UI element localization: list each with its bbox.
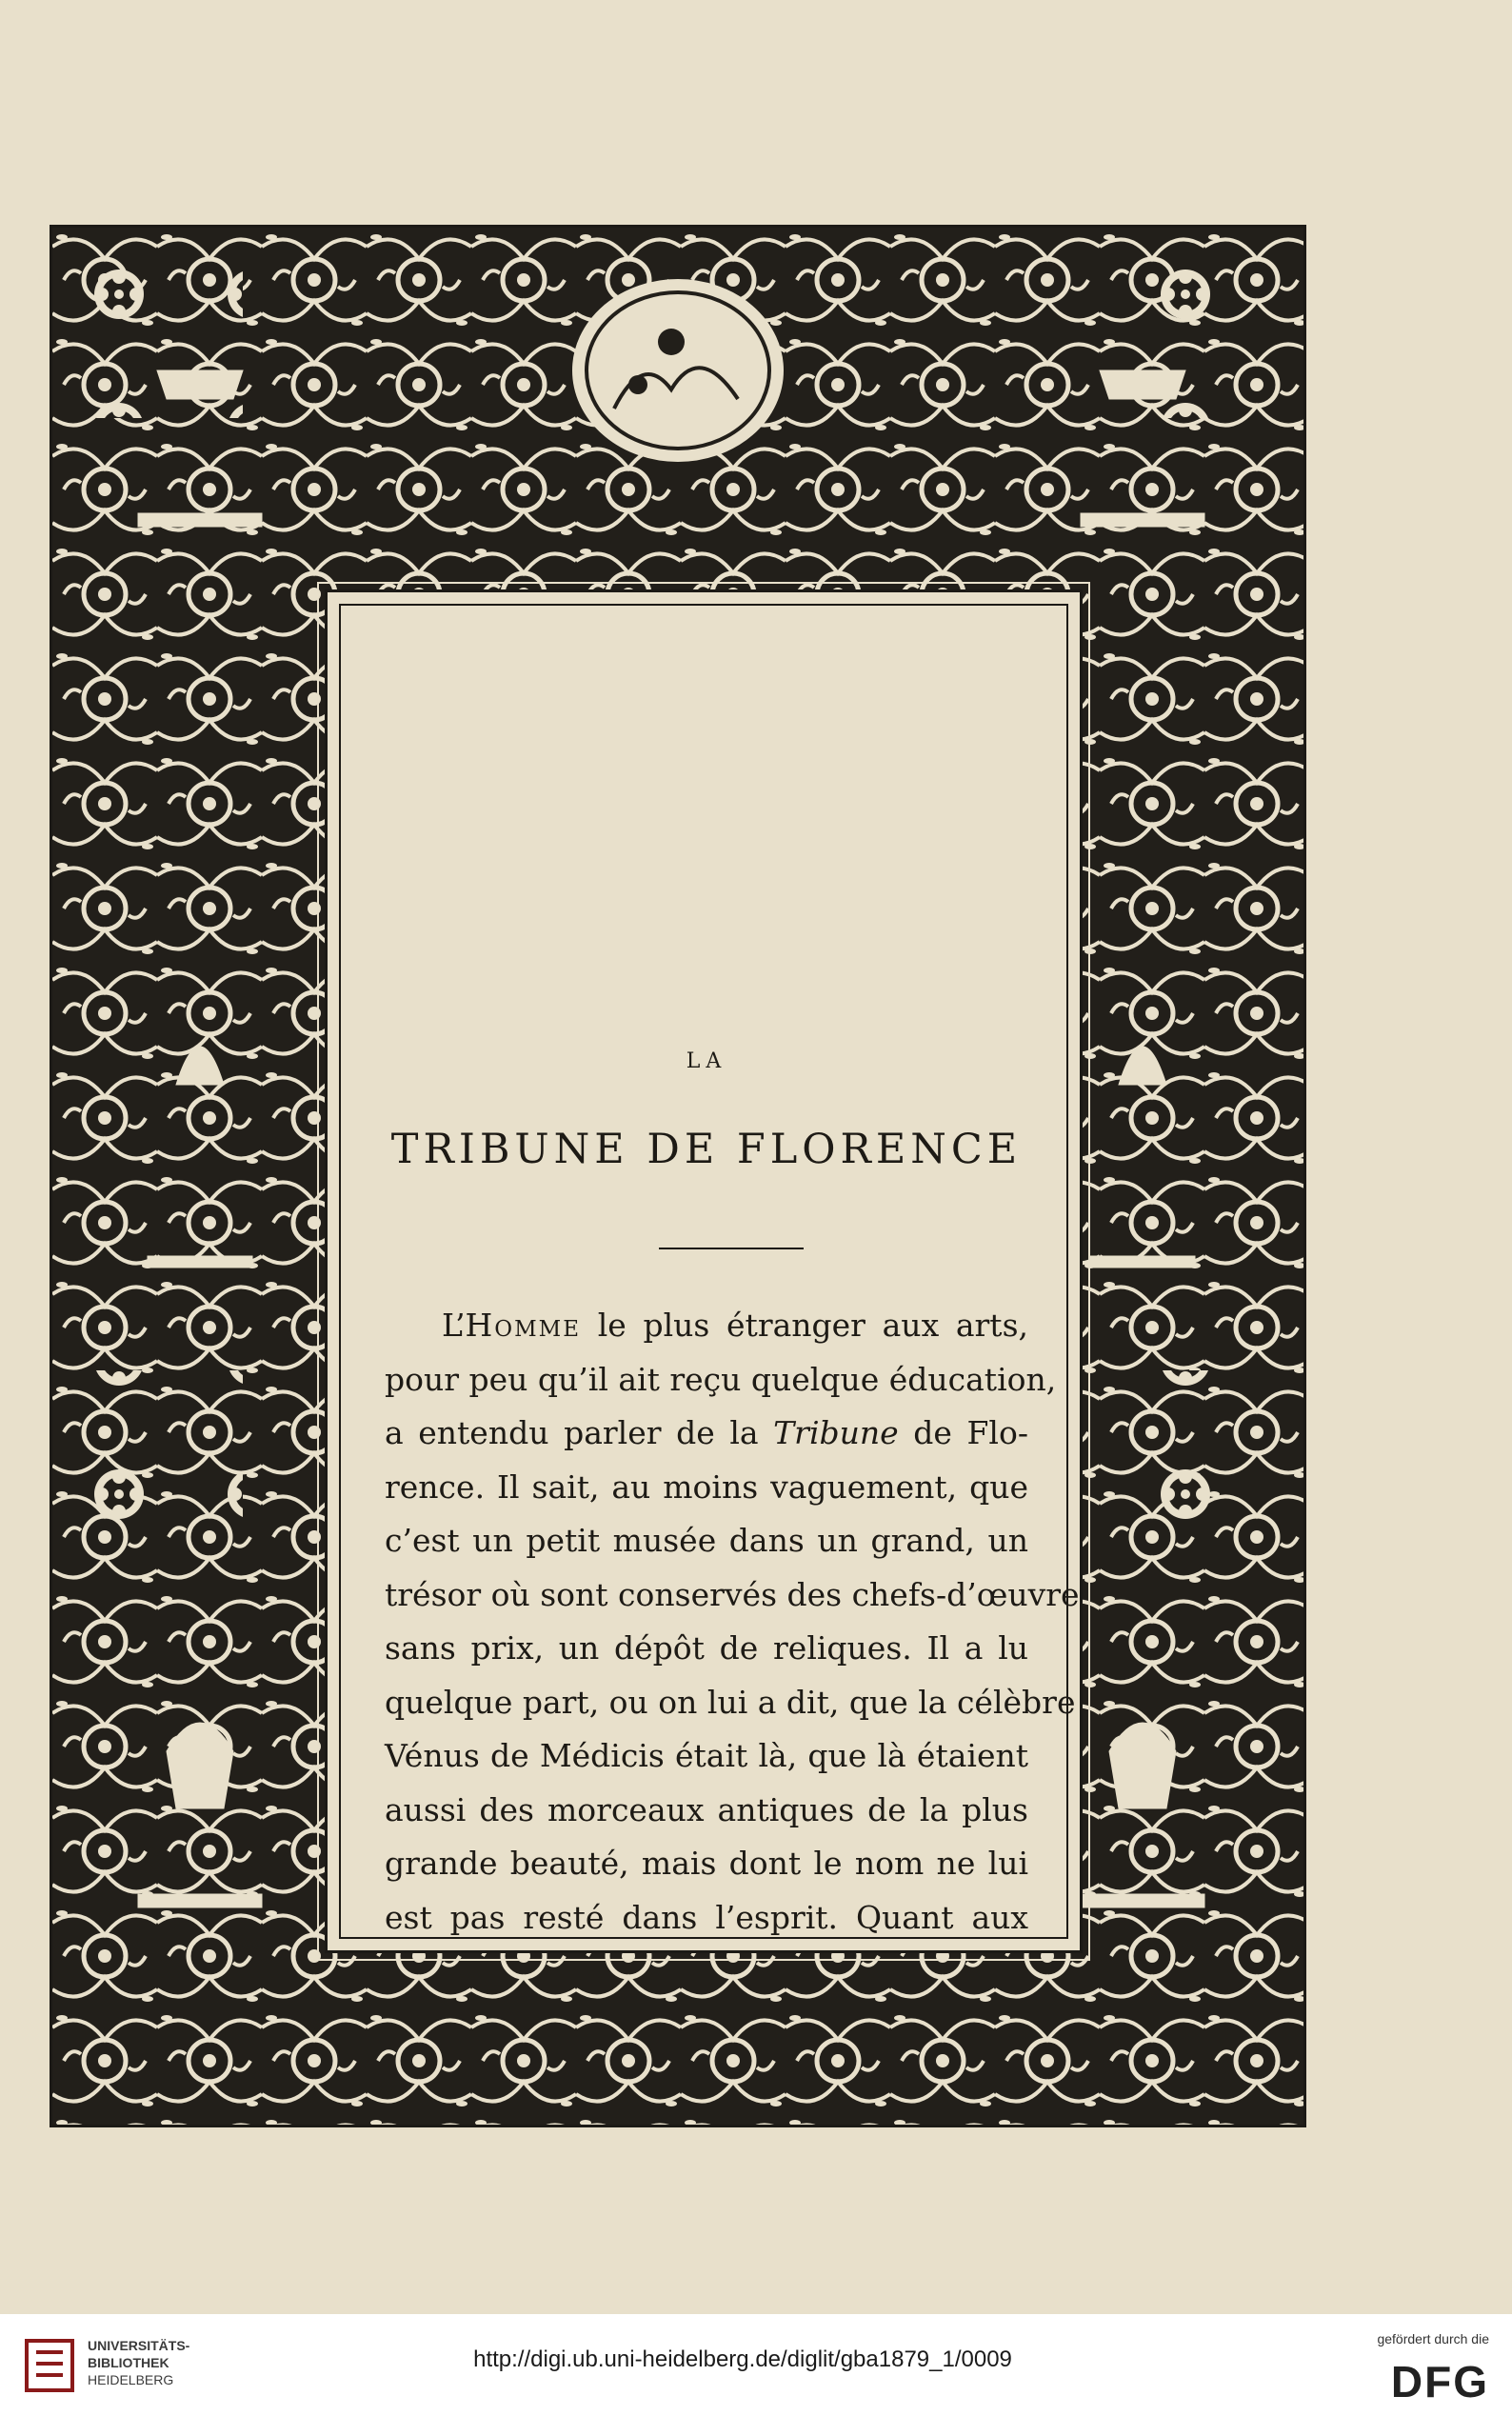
text-line <box>385 1461 1028 1515</box>
text-line <box>385 1784 1028 1838</box>
text-panel <box>325 589 1083 1953</box>
title-divider <box>659 1248 804 1249</box>
text-line <box>385 1407 1028 1461</box>
text-line <box>385 1514 1028 1568</box>
text-run: sans prix, un dépôt de reliques. Il a lu <box>385 1629 1028 1667</box>
text-run: Tribune <box>773 1414 899 1451</box>
text-run: Homme <box>465 1307 582 1344</box>
text-run: Vénus de Médicis était là, que là étaient <box>385 1737 1028 1774</box>
text-line <box>385 1568 1080 1623</box>
library-line-1: UNIVERSITÄTS- <box>88 2338 190 2353</box>
text-run: c’est un petit musée dans un grand, un <box>385 1522 1028 1559</box>
university-seal-icon <box>23 2337 76 2394</box>
text-run: rence. Il sait, au moins vaguement, que <box>385 1468 1028 1506</box>
page-title: TRIBUNE DE FLORENCE <box>390 1126 1023 1173</box>
dfg-logo: DFG <box>1390 2357 1489 2406</box>
text-line <box>385 1837 1028 1891</box>
title-prefix: LA <box>686 1049 727 1073</box>
library-name <box>88 2337 189 2388</box>
text-run: grande beauté, mais dont le nom ne lui <box>385 1845 1028 1882</box>
library-line-2: BIBLIOTHEK <box>88 2355 169 2370</box>
ornamental-border <box>50 225 1306 2127</box>
text-line <box>385 1353 1057 1408</box>
text-run: le plus étranger aux arts, <box>581 1307 1028 1344</box>
funding-label: gefördert durch die <box>1377 2331 1489 2346</box>
text-run: trésor où sont conservés des chefs-d’œuvre <box>385 1575 1080 1613</box>
text-run: a entendu parler de la <box>385 1414 774 1451</box>
text-block <box>385 592 1080 1950</box>
text-run: quelque part, ou on lui a dit, que la célèbre <box>385 1683 1076 1721</box>
text-run: de Flo- <box>898 1414 1028 1451</box>
text-run: pour peu qu’il ait reçu quelque éducation, <box>385 1360 1057 1398</box>
text-line <box>385 1299 1028 1353</box>
footer-bar <box>0 2314 1512 2416</box>
text-line <box>385 1729 1028 1784</box>
text-run: L’ <box>442 1307 466 1344</box>
text-line <box>385 1622 1028 1676</box>
text-line <box>385 1891 1028 1946</box>
text-run: aussi des morceaux antiques de la plus <box>385 1790 1028 1828</box>
body-text <box>385 1299 1080 1945</box>
text-line <box>385 1676 1076 1730</box>
text-run: est pas resté dans l’esprit. Quant aux <box>385 1898 1028 1936</box>
library-line-3: HEIDELBERG <box>88 2372 174 2387</box>
source-url[interactable]: http://digi.ub.uni-heidelberg.de/diglit/gba1879_1/0009 <box>473 2346 1012 2372</box>
